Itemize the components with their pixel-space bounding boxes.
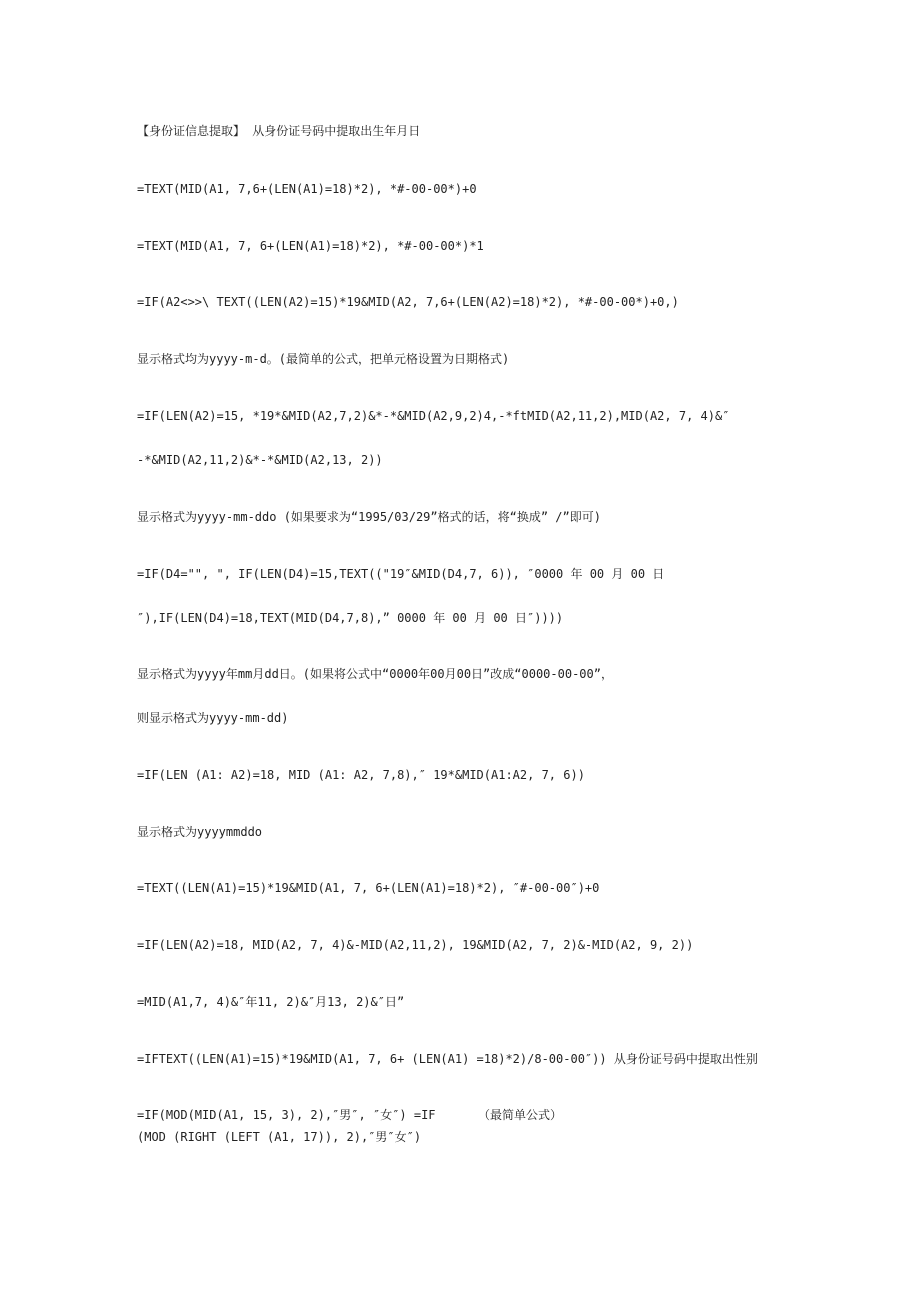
formula-line: =TEXT(MID(A1, 7,6+(LEN(A1)=18)*2), *#-00-00*)+0: [137, 182, 477, 196]
formula-line: =TEXT((LEN(A1)=15)*19&MID(A1, 7, 6+(LEN(A1)=18)*2), ″#-00-00″)+0: [137, 881, 600, 895]
formula-line: =IF(MOD(MID(A1, 15, 3), 2),″男″, ″女″) =IF: [137, 1108, 436, 1122]
formula-line: =IF(LEN(A2)=15, *19*&MID(A2,7,2)&*-*&MID(A2,9,2)4,-*ftMID(A2,11,2),MID(A2, 7, 4)&″: [137, 409, 730, 423]
format-note: 显示格式为yyyy年mm月dd日。(如果将公式中“0000年00月00日”改成“0000-00-00”，: [137, 667, 613, 681]
formula-line: =IF(LEN (A1: A2)=18, MID (A1: A2, 7,8),″ 19*&MID(A1:A2, 7, 6)): [137, 768, 585, 782]
formula-line: (MOD (RIGHT (LEFT (A1, 17)), 2),″男″女″): [137, 1130, 422, 1144]
format-note: 显示格式为yyyymmddo: [137, 825, 263, 839]
formula-line: =IFTEXT((LEN(A1)=15)*19&MID(A1, 7, 6+ (LEN(A1) =18)*2)/8-00-00″)) 从身份证号码中提取出性别: [137, 1052, 758, 1066]
format-note: 则显示格式为yyyy-mm-dd): [137, 711, 289, 725]
formula-line: -*&MID(A2,11,2)&*-*&MID(A2,13, 2)): [137, 453, 383, 467]
format-note: 显示格式均为yyyy-m-d。(最简单的公式，把单元格设置为日期格式): [137, 352, 510, 366]
formula-line: =IF(LEN(A2)=18, MID(A2, 7, 4)&-MID(A2,11,2), 19&MID(A2, 7, 2)&-MID(A2, 9, 2)): [137, 938, 694, 952]
formula-line: =MID(A1,7, 4)&″年11, 2)&″月13, 2)&″日”: [137, 995, 405, 1009]
formula-line: =IF(A2<>>\ TEXT((LEN(A2)=15)*19&MID(A2, 7,6+(LEN(A2)=18)*2), *#-00-00*)+0,): [137, 295, 679, 309]
simplest-formula-note: （最简单公式）: [478, 1108, 563, 1122]
formula-line: ″),IF(LEN(D4)=18,TEXT(MID(D4,7,8),” 0000 年 00 月 00 日″)))): [137, 611, 564, 625]
formula-line: =IF(D4="", ", IF(LEN(D4)=15,TEXT(("19″&MID(D4,7, 6)), ″0000 年 00 月 00 日: [137, 567, 665, 581]
section-heading: 【身份证信息提取】 从身份证号码中提取出生年月日: [137, 124, 421, 138]
formula-line: =TEXT(MID(A1, 7, 6+(LEN(A1)=18)*2), *#-00-00*)*1: [137, 239, 484, 253]
format-note: 显示格式为yyyy-mm-ddo (如果要求为“1995/03/29”格式的话，将“换成” /”即可): [137, 510, 601, 524]
